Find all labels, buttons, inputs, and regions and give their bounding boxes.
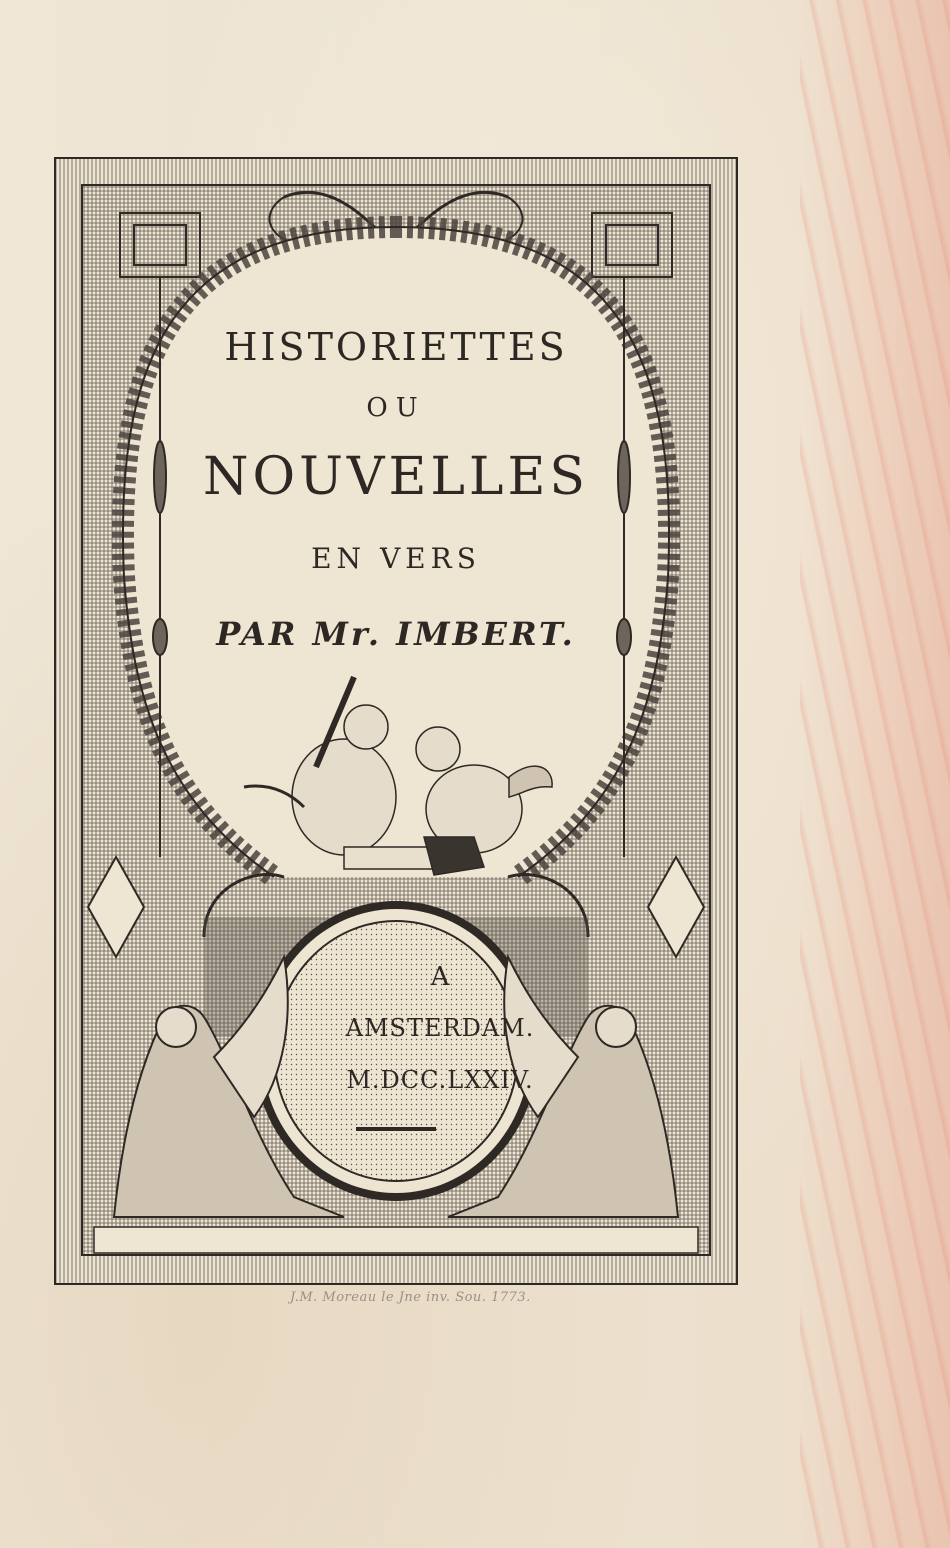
imprint-city: AMSTERDAM.: [345, 1014, 535, 1042]
engraver-credit: J.M. Moreau le Jne inv. Sou. 1773.: [290, 1290, 531, 1305]
title-line-en-vers: EN VERS: [311, 542, 481, 575]
title-line-historiettes: HISTORIETTES: [224, 325, 568, 369]
title-line-ou: OU: [366, 393, 426, 423]
title-line-nouvelles: NOUVELLES: [202, 447, 590, 507]
imprint-place-prefix: A: [430, 962, 450, 992]
imprint-year: M.DCC.LXXIV.: [346, 1066, 534, 1094]
author-line: PAR Mr. IMBERT.: [216, 615, 576, 653]
imprint-medallion: [254, 901, 538, 1201]
red-stain-margin: [800, 0, 950, 1548]
engraved-title-plate: [54, 157, 738, 1285]
